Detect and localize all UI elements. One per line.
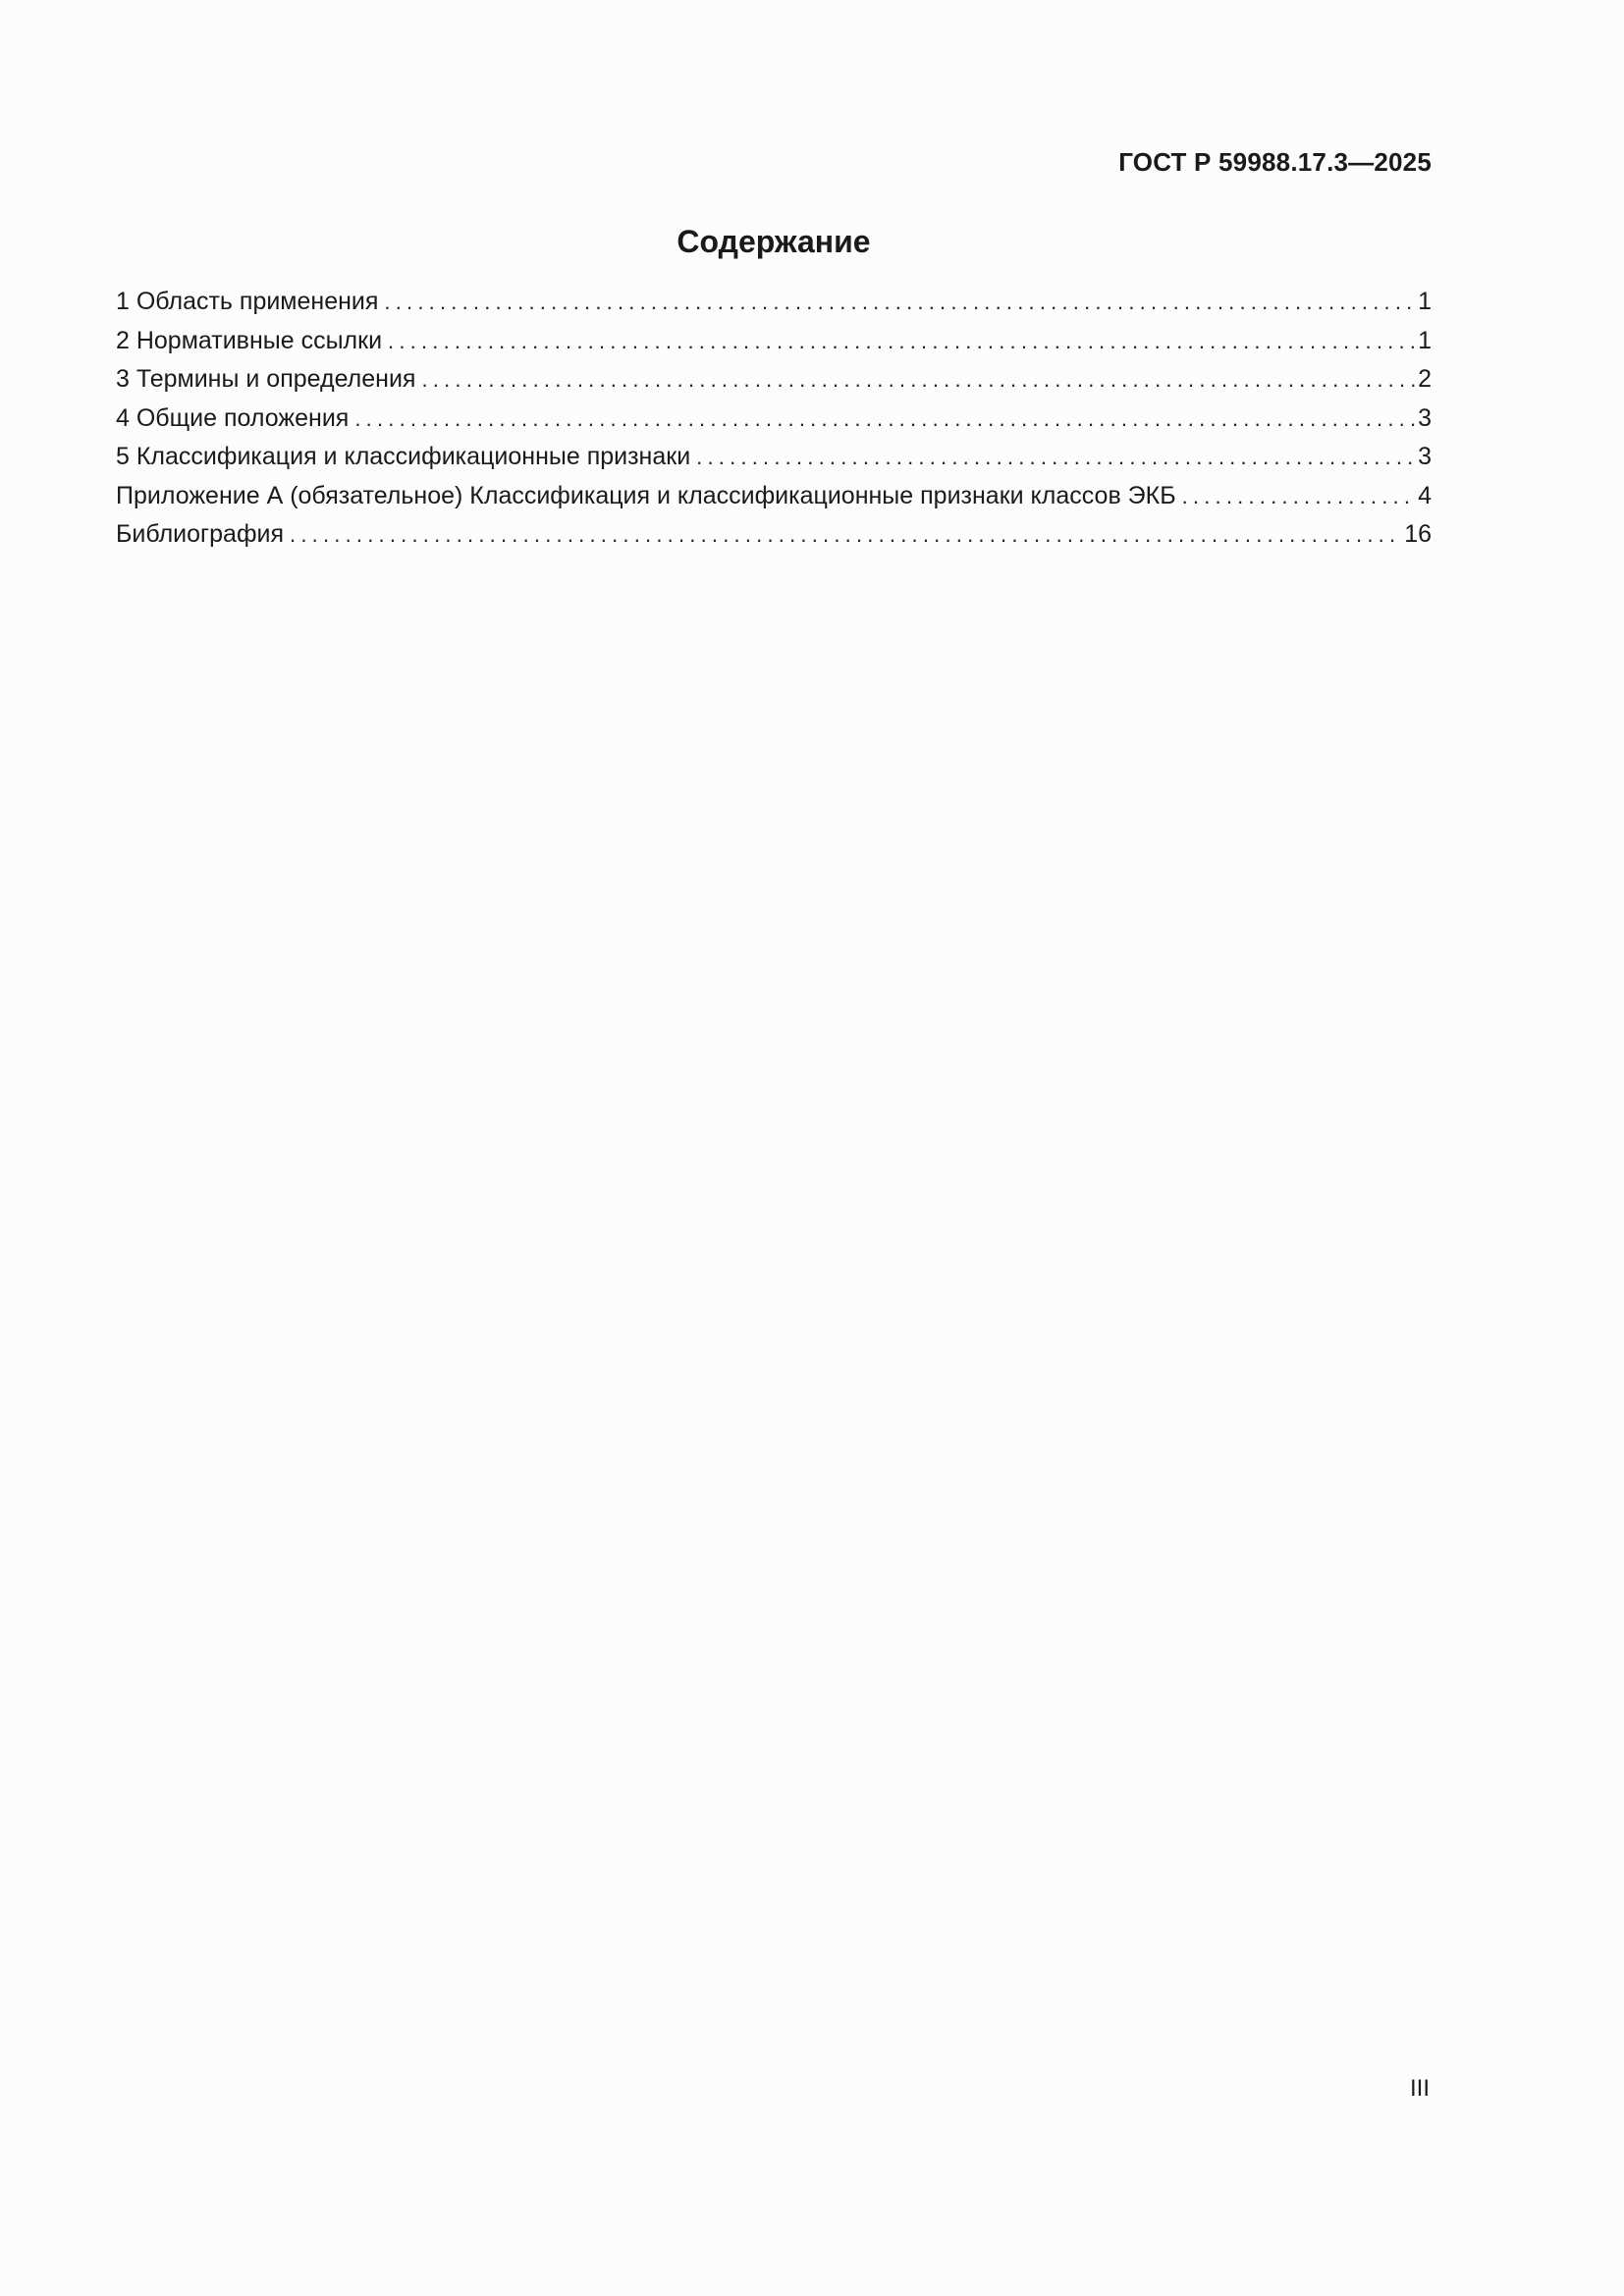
toc-entry-page: 16 [1404,520,1432,548]
toc-entry-general-provisions[interactable] [116,400,1432,439]
toc-entry-page: 2 [1418,365,1432,393]
table-of-contents [116,283,1432,555]
toc-entry-label: 3 Термины и определения [116,365,416,393]
toc-entry-classification[interactable] [116,438,1432,477]
toc-dot-leader [354,400,1416,439]
toc-entry-label: 2 Нормативные ссылки [116,326,383,354]
document-code: ГОСТ Р 59988.17.3—2025 [1118,147,1432,177]
toc-dot-leader [696,438,1416,477]
toc-entry-label: 5 Классификация и классификационные признаки [116,443,691,470]
toc-entry-label: Приложение А (обязательное) Классификация и классификационные признаки классов ЭКБ [116,481,1176,509]
toc-entry-bibliography[interactable] [116,515,1432,555]
toc-dot-leader [384,283,1416,322]
toc-entry-label: 1 Область применения [116,288,379,315]
toc-entry-label: Библиография [116,520,285,548]
toc-entry-page: 3 [1418,403,1432,432]
toc-entry-annex-a[interactable] [116,477,1432,516]
toc-title: Содержание [677,224,871,259]
toc-entry-page: 1 [1418,288,1432,315]
toc-entry-normative-references[interactable] [116,322,1432,361]
toc-dot-leader [388,322,1416,361]
toc-entry-page: 4 [1418,481,1432,509]
toc-dot-leader [421,360,1416,400]
toc-entry-label: 4 Общие положения [116,403,350,432]
toc-dot-leader [290,515,1402,555]
toc-entry-scope[interactable] [116,283,1432,322]
page-number: III [1409,2075,1430,2102]
toc-entry-page: 1 [1418,326,1432,354]
toc-dot-leader [1182,477,1416,516]
toc-entry-page: 3 [1418,443,1432,470]
toc-entry-terms-definitions[interactable] [116,360,1432,400]
